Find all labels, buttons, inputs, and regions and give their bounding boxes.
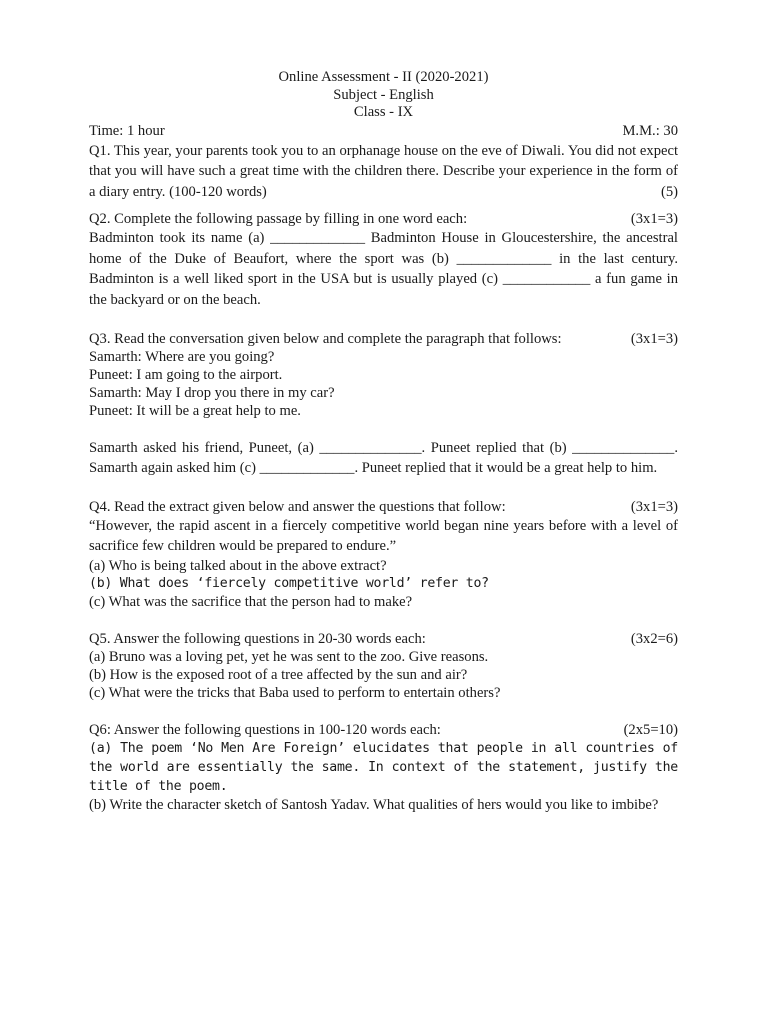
q2-prompt: Q2. Complete the following passage by filling in one word each: xyxy=(89,211,468,228)
q4-item-b: (b) What does ‘fiercely competitive world’ refer to? xyxy=(89,576,489,592)
q5-item-a: (a) Bruno was a loving pet, yet he was sent to the zoo. Give reasons. xyxy=(89,649,489,666)
time-marks-row xyxy=(89,122,678,141)
q5-header xyxy=(89,630,678,648)
q3-marks: (3x1=3) xyxy=(630,330,678,347)
time-label: Time: 1 hour xyxy=(89,122,165,139)
dialogue-line: Puneet: It will be a great help to me. xyxy=(89,402,301,419)
dialogue-line: Samarth: May I drop you there in my car? xyxy=(89,384,335,401)
question-6 xyxy=(89,721,678,814)
q6-header xyxy=(89,721,678,739)
q6-marks: (2x5=10) xyxy=(623,722,678,739)
assessment-content xyxy=(89,69,678,814)
q1-body: Q1. This year, your parents took you to an orphanage house on the eve of Diwali. You did not expect that you will have such a great time with the children there. Describe your experience in the form of a diary entry. (100-120 words) xyxy=(89,142,678,200)
subject-line: Subject - English xyxy=(333,86,434,103)
class-line: Class - IX xyxy=(353,104,414,120)
assessment-title: Online Assessment - II (2020-2021) xyxy=(278,69,489,85)
question-5 xyxy=(89,630,678,702)
q1-marks: (5) xyxy=(660,183,678,200)
q4-extract: “However, the rapid ascent in a fiercely competitive world began nine years before with a level of sacrifice few children would be prepared to endure.” xyxy=(89,517,678,555)
q6-item-a-text: (a) The poem ‘No Men Are Foreign’ elucidates that people in all countries of the world are essentially the same. In context of the statement, justify the title of the poem. xyxy=(89,741,678,795)
q4-marks: (3x1=3) xyxy=(630,498,678,515)
q2-marks: (3x1=3) xyxy=(630,211,678,228)
q4-prompt: Q4. Read the extract given below and answer the questions that follow: xyxy=(89,498,506,515)
q5-item-c: (c) What were the tricks that Baba used to perform to entertain others? xyxy=(89,685,501,702)
dialogue-line: Puneet: I am going to the airport. xyxy=(89,366,283,383)
question-1 xyxy=(89,141,678,203)
q2-passage: Badminton took its name (a) _____________ Badminton House in Gloucestershire, the ancestral home of the Duke of Beaufort, where the sport was (b) _____________ in the last century. Badminton is a well liked sport in the USA but is usually played (c) ____________ a fun game in the backyard or on the beach. xyxy=(89,230,678,309)
q6-prompt: Q6: Answer the following questions in 100-120 words each: xyxy=(89,722,441,739)
q5-item-b: (b) How is the exposed root of a tree affected by the sun and air? xyxy=(89,667,468,684)
question-2 xyxy=(89,210,678,310)
document-header xyxy=(89,69,678,122)
question-3 xyxy=(89,330,678,479)
q4-item-c: (c) What was the sacrifice that the person had to make? xyxy=(89,594,413,611)
q6-item-b: (b) Write the character sketch of Santosh Yadav. What qualities of hers would you like to imbibe? xyxy=(89,797,659,814)
q3-paragraph: Samarth asked his friend, Puneet, (a) ______________. Puneet replied that (b) ______________. Samarth again asked him (c) _____________. Puneet replied that it would be a great help to him. xyxy=(89,439,678,477)
q6-item-a xyxy=(89,739,678,796)
question-4 xyxy=(89,498,678,611)
q2-header xyxy=(89,210,678,228)
q1-text xyxy=(89,141,678,203)
q3-header xyxy=(89,330,678,348)
max-marks-label: M.M.: 30 xyxy=(622,122,678,139)
q4-header xyxy=(89,498,678,516)
q5-marks: (3x2=6) xyxy=(630,631,678,648)
q5-prompt: Q5. Answer the following questions in 20-30 words each: xyxy=(89,631,426,648)
dialogue-line: Samarth: Where are you going? xyxy=(89,348,275,365)
q3-prompt: Q3. Read the conversation given below and complete the paragraph that follows: xyxy=(89,330,562,347)
q4-item-a: (a) Who is being talked about in the above extract? xyxy=(89,558,387,575)
